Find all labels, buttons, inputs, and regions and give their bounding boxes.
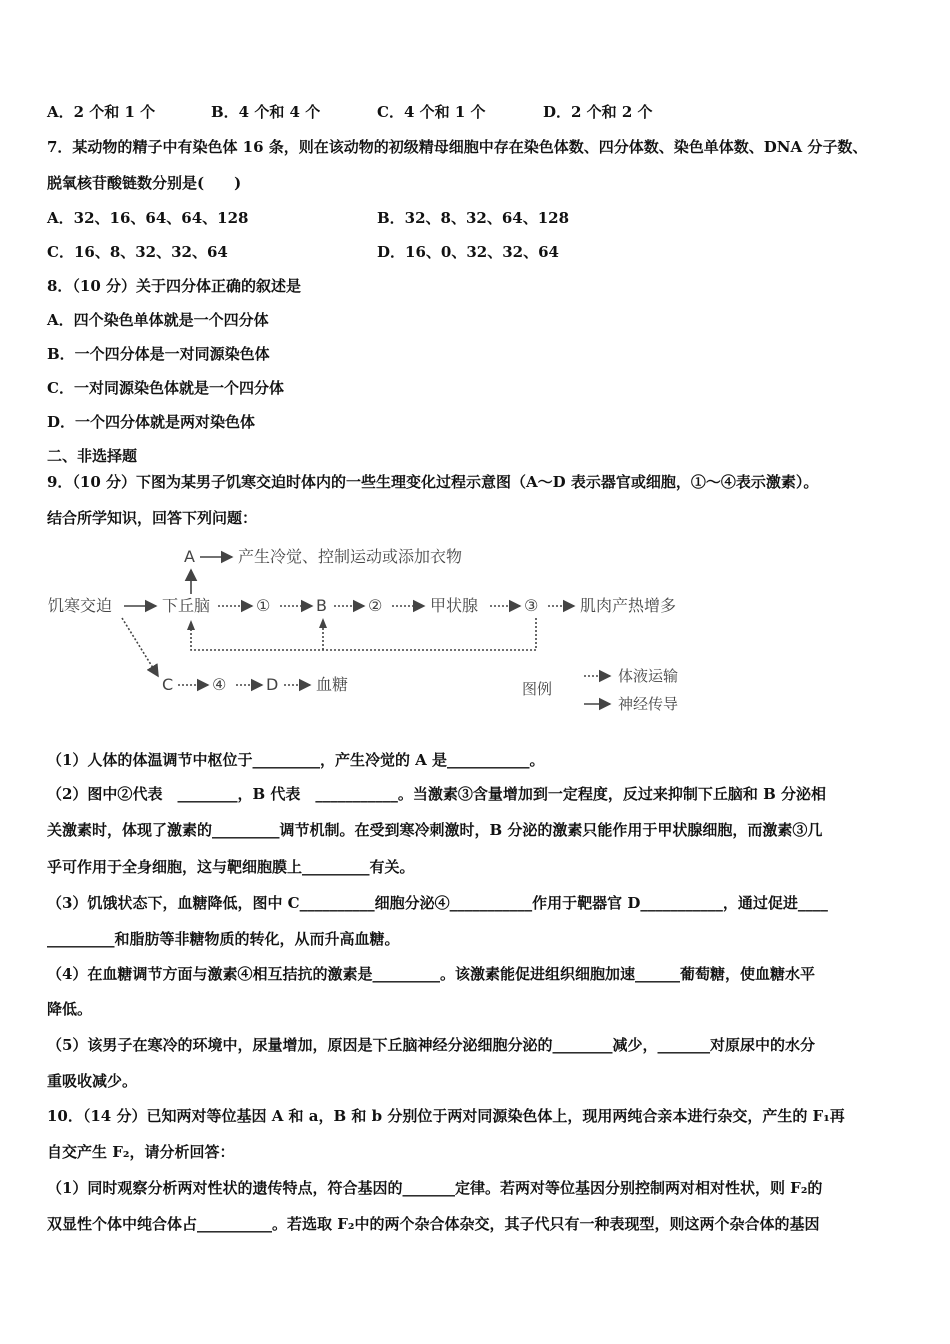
diagram-h4: ④ — [212, 675, 227, 694]
diagram-thyroid: 甲状腺 — [430, 596, 479, 615]
q9-sub1: （1）人体的体温调节中枢位于_________，产生冷觉的 A 是___________。 — [47, 751, 545, 769]
q9-stem-line2: 结合所学知识，回答下列问题： — [47, 509, 258, 527]
q9-sub4-line1: （4）在血糖调节方面与激素④相互拮抗的激素是_________。该激素能促进组织细胞加速______葡萄糖，使血糖水平 — [47, 965, 815, 983]
q9-sub5-line2: 重吸收减少。 — [47, 1072, 138, 1090]
legend-fluid: 体液运输 — [618, 667, 679, 685]
q7-option-b: B．32、8、32、64、128 — [377, 209, 570, 227]
diagram-hypothalamus: 下丘脑 — [162, 596, 211, 615]
legend-title: 图例 — [522, 680, 553, 698]
section-title: 二、非选择题 — [47, 447, 138, 465]
q8-stem: 8．（10 分）关于四分体正确的叙述是 — [47, 277, 302, 295]
q10-stem-line2: 自交产生 F₂，请分析回答： — [47, 1143, 235, 1161]
q6-option-a: A．2 个和 1 个 — [47, 103, 156, 121]
physiology-diagram — [44, 538, 704, 723]
feedback-loop — [191, 618, 536, 650]
arrow-start-c — [122, 618, 158, 676]
q7-stem-line2: 脱氧核苷酸链数分别是( ) — [47, 174, 242, 192]
q9-sub3-line2: _________和脂肪等非糖物质的转化，从而升高血糖。 — [47, 930, 400, 948]
q10-stem-line1: 10．（14 分）已知两对等位基因 A 和 a，B 和 b 分别位于两对同源染色体上，现用两纯合亲本进行杂交，产生的 F₁再 — [47, 1107, 845, 1125]
diagram-c-label: C — [162, 675, 174, 694]
q9-sub2-line1: （2）图中②代表 ________，B 代表 ___________。当激素③含量增加到一定程度，反过来抑制下丘脑和 B 分泌相 — [47, 785, 826, 803]
q6-option-c: C．4 个和 1 个 — [377, 103, 486, 121]
q6-option-d: D．2 个和 2 个 — [543, 103, 653, 121]
feedback-arrowhead-b — [319, 618, 327, 628]
diagram-h1: ① — [256, 596, 271, 615]
q7-stem-line1: 7．某动物的精子中有染色体 16 条，则在该动物的初级精母细胞中存在染色体数、四分体数、染色单体数、DNA 分子数、 — [47, 138, 868, 156]
diagram-b-label: B — [316, 596, 327, 615]
q8-option-c: C．一对同源染色体就是一个四分体 — [47, 379, 284, 397]
diagram-blood-sugar: 血糖 — [316, 675, 349, 694]
diagram-h2: ② — [368, 596, 383, 615]
q9-stem-line1: 9．（10 分）下图为某男子饥寒交迫时体内的一些生理变化过程示意图（A～D 表示器官或细胞，①～④表示激素）。 — [47, 473, 819, 491]
diagram-a-label: A — [184, 547, 195, 566]
q8-option-d: D．一个四分体就是两对染色体 — [47, 413, 256, 431]
q7-option-d: D．16、0、32、32、64 — [377, 243, 559, 261]
diagram-h3: ③ — [524, 596, 539, 615]
q6-option-b: B．4 个和 4 个 — [211, 103, 321, 121]
q9-sub2-line2: 关激素时，体现了激素的_________调节机制。在受到寒冷刺激时，B 分泌的激素只能作用于甲状腺细胞，而激素③几 — [47, 821, 823, 839]
legend-nerve: 神经传导 — [618, 695, 679, 713]
q9-sub5-line1: （5）该男子在寒冷的环境中，尿量增加，原因是下丘脑神经分泌细胞分泌的________减少，_______对原尿中的水分 — [47, 1036, 815, 1054]
q9-sub3-line1: （3）饥饿状态下，血糖降低，图中 C__________细胞分泌④___________作用于靶器官 D___________，通过促进____ — [47, 894, 828, 912]
q7-option-c: C．16、8、32、32、64 — [47, 243, 228, 261]
feedback-arrowhead-hypothalamus — [187, 620, 195, 630]
q7-option-a: A．32、16、64、64、128 — [47, 209, 249, 227]
diagram-d-label: D — [266, 675, 279, 694]
q9-sub4-line2: 降低。 — [47, 1000, 93, 1018]
q8-option-b: B．一个四分体是一对同源染色体 — [47, 345, 270, 363]
q10-sub1-line2: 双显性个体中纯合体占__________。若选取 F₂中的两个杂合体杂交，其子代只有一种表现型，则这两个杂合体的基因 — [47, 1215, 820, 1233]
q9-sub2-line3: 乎可作用于全身细胞，这与靶细胞膜上_________有关。 — [47, 858, 415, 876]
diagram-a-effect: 产生冷觉、控制运动或添加衣物 — [238, 547, 463, 566]
q10-sub1-line1: （1）同时观察分析两对性状的遗传特点，符合基因的_______定律。若两对等位基因分别控制两对相对性状，则 F₂的 — [47, 1179, 823, 1197]
diagram-start: 饥寒交迫 — [48, 596, 113, 615]
q8-option-a: A．四个染色单体就是一个四分体 — [47, 311, 269, 329]
diagram-muscle: 肌肉产热增多 — [580, 596, 677, 615]
